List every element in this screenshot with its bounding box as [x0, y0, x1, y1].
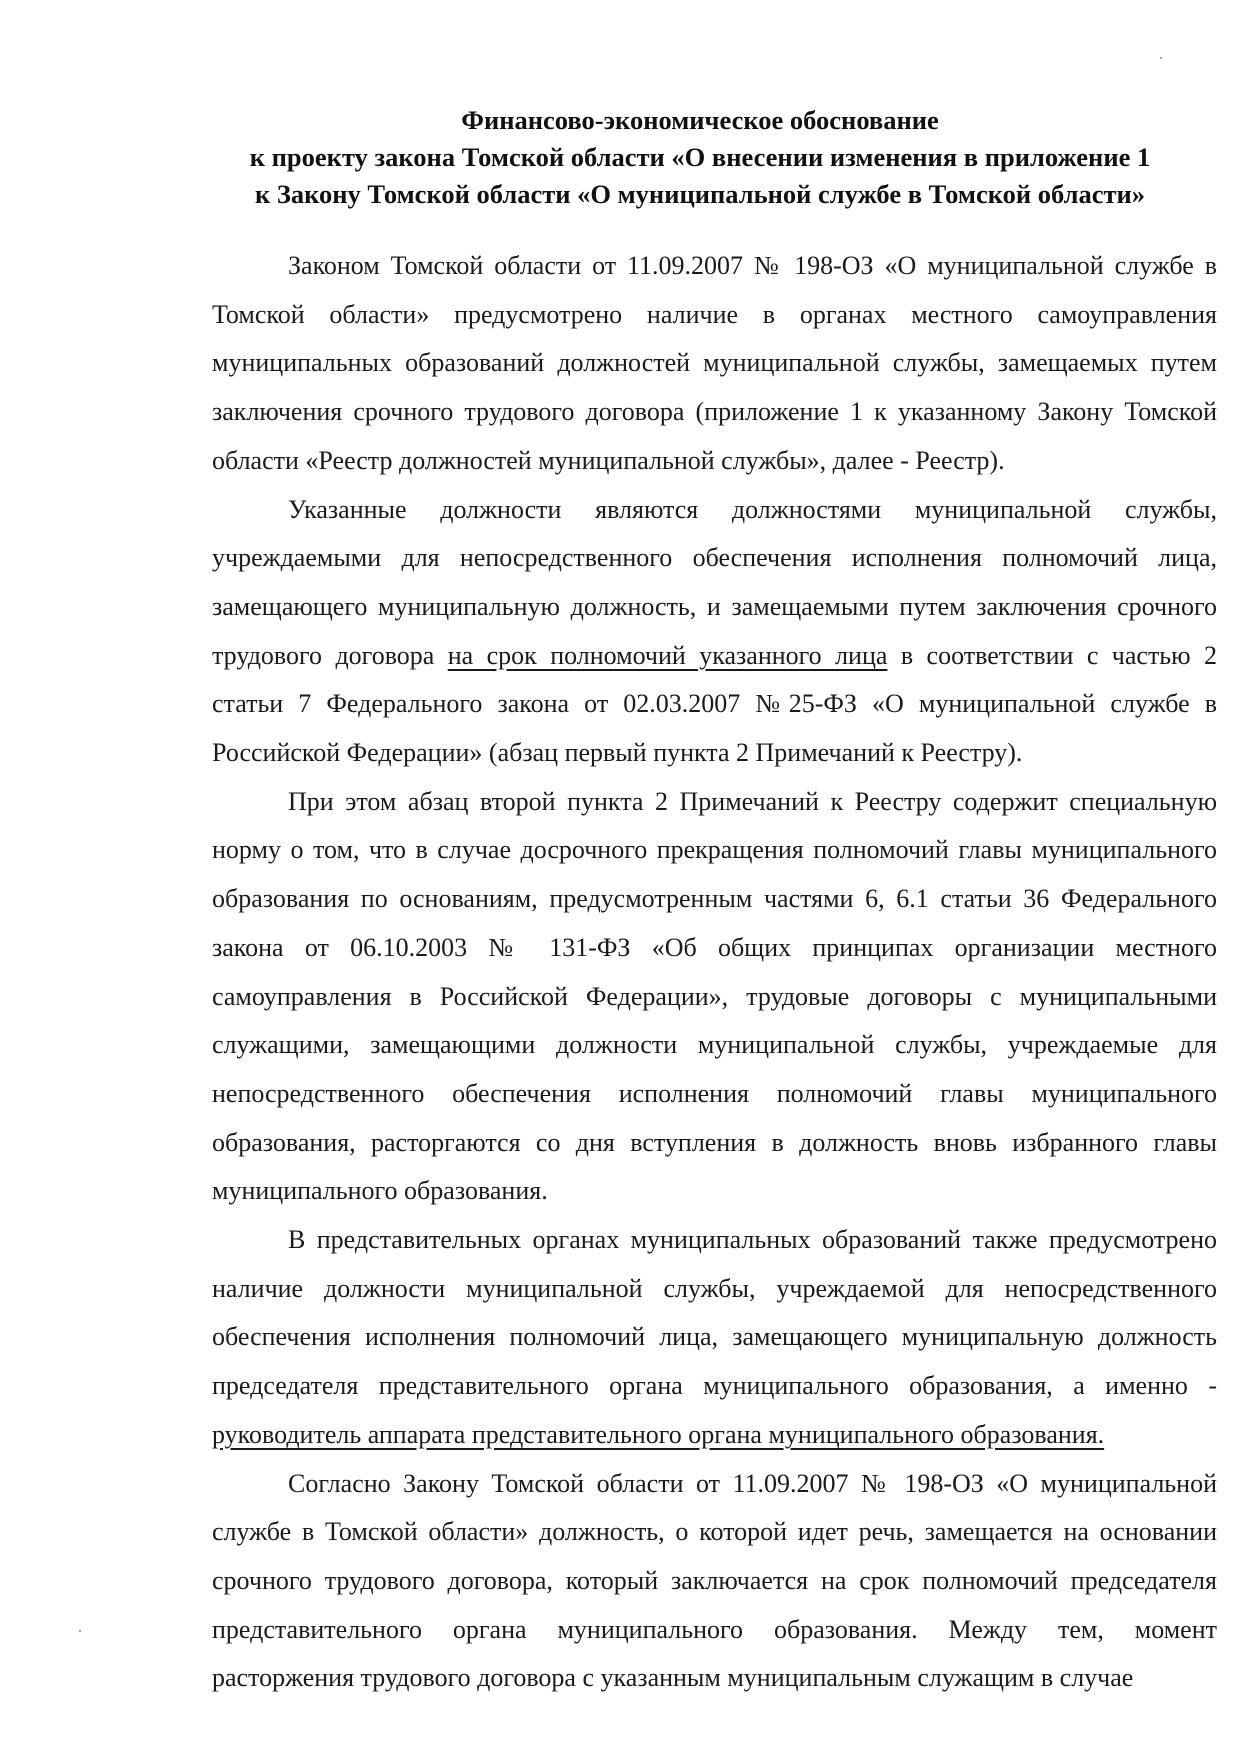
paragraph-5-text: Согласно Закону Томской области от 11.09.2007 № 198-ОЗ «О муниципальной службе в Томской области» должность, о которой идет речь, замещается на основании срочного трудового договора, который заключается на срок полномочий председателя представительного органа муниципального образования. Между тем, момент расторжения трудового договора с указанным муниципальным служащим в случае — [212, 1468, 1217, 1693]
paragraph-4-underlined-text: руководитель аппарата представительного органа муниципального образования. — [212, 1419, 1105, 1449]
title-line-3: к Закону Томской области «О муниципальной службе в Томской области» — [254, 179, 1146, 209]
paragraph-2 — [212, 486, 1217, 778]
title-line-2: к проекту закона Томской области «О внесении изменения в приложение 1 — [249, 142, 1151, 172]
document-body — [212, 242, 1217, 1703]
paragraph-3-text: При этом абзац второй пункта 2 Примечаний к Реестру содержит специальную норму о том, что в случае досрочного прекращения полномочий главы муниципального образования по основаниям, предусмотренным частями 6, 6.1 статьи 36 Федерального закона от 06.10.2003 № 131-ФЗ «Об общих принципах организации местного самоуправления в Российской Федерации», трудовые договоры с муниципальными служащими, замещающими должности муниципальной службы, учреждаемые для непосредственного обеспечения исполнения полномочий главы муниципального образования, расторгаются со дня вступления в должность вновь избранного главы муниципального образования. — [212, 786, 1217, 1206]
title-line-1: Финансово-экономическое обоснование — [461, 105, 939, 135]
scan-speck — [79, 1630, 81, 1632]
paragraph-1 — [212, 242, 1217, 486]
paragraph-4-text-before: В представительных органах муниципальных образований также предусмотрено наличие должности муниципальной службы, учреждаемой для непосредственного обеспечения исполнения полномочий лица, замещающего муниципальную должность председателя представительного органа муниципального образования, а именно - — [212, 1225, 1217, 1401]
paragraph-2-text-before: Указанные должности являются должностями муниципальной службы, учреждаемыми для непосредственного обеспечения исполнения полномочий лица, замещающего муниципальную должность, и замещаемыми путем заключения срочного трудового договора — [212, 494, 1217, 670]
document-title — [200, 102, 1200, 213]
paragraph-5 — [212, 1460, 1217, 1704]
paragraph-3 — [212, 778, 1217, 1216]
paragraph-4 — [212, 1216, 1217, 1460]
paragraph-2-text-after: в соответствии с частью 2 статьи 7 Федерального закона от 02.03.2007 №25-ФЗ «О муниципальной службе в Российской Федерации» (абзац первый пункта 2 Примечаний к Реестру). — [212, 640, 1217, 768]
scan-speck — [1160, 57, 1162, 59]
paragraph-1-text: Законом Томской области от 11.09.2007 № 198-ОЗ «О муниципальной службе в Томской области» предусмотрено наличие в органах местного самоуправления муниципальных образований должностей муниципальной службы, замещаемых путем заключения срочного трудового договора (приложение 1 к указанному Закону Томской области «Реестр должностей муниципальной службы», далее - Реестр). — [212, 251, 1217, 475]
paragraph-2-underlined-text: на срок полномочий указанного лица — [447, 640, 888, 670]
